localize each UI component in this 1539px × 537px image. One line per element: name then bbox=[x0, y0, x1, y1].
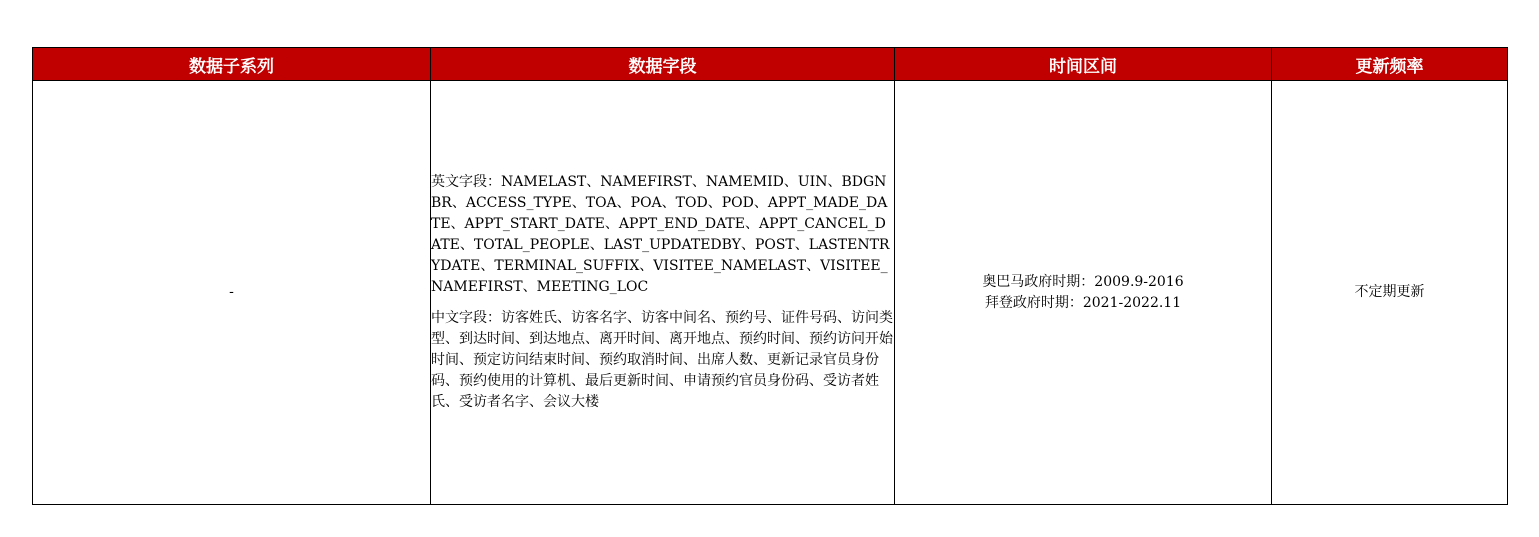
cell-data-subseries: - bbox=[33, 81, 431, 505]
cell-update-frequency: 不定期更新 bbox=[1272, 81, 1508, 505]
header-data-subseries: 数据子系列 bbox=[33, 48, 431, 81]
table-header-row bbox=[33, 48, 1508, 81]
chinese-fields-text: 中文字段：访客姓氏、访客名字、访客中间名、预约号、证件号码、访问类型、到达时间、到达地点、离开时间、离开地点、预约时间、预约访问开始时间、预定访问结束时间、预约取消时间、出席人数、更新记录官员身份码、预约使用的计算机、最后更新时间、申请预约官员身份码、受访者姓氏、受访者名字、会议大楼 bbox=[431, 310, 893, 410]
english-fields-text: 英文字段：NAMELAST、NAMEFIRST、NAMEMID、UIN、BDGNBR、ACCESS_TYPE、TOA、POA、TOD、POD、APPT_MADE_DATE、APPT_START_DATE、APPT_END_DATE、APPT_CANCEL_DATE、TOTAL_PEOPLE、LAST_UPDATEDBY、POST、LASTENTRYDATE、TERMINAL_SUFFIX、VISITEE_NAMELAST、VISITEE_NAMEFIRST、MEETING_LOC bbox=[431, 174, 890, 295]
header-time-range: 时间区间 bbox=[895, 48, 1272, 81]
table-row bbox=[33, 81, 1508, 505]
cell-data-fields bbox=[431, 81, 895, 505]
time-range-obama: 奥巴马政府时期：2009.9-2016 bbox=[982, 273, 1184, 290]
data-table bbox=[32, 47, 1508, 505]
data-table-container bbox=[32, 47, 1507, 505]
cell-time-range bbox=[895, 81, 1272, 505]
time-range-biden: 拜登政府时期：2021-2022.11 bbox=[984, 294, 1182, 311]
header-update-frequency: 更新频率 bbox=[1272, 48, 1508, 81]
header-data-fields: 数据字段 bbox=[431, 48, 895, 81]
